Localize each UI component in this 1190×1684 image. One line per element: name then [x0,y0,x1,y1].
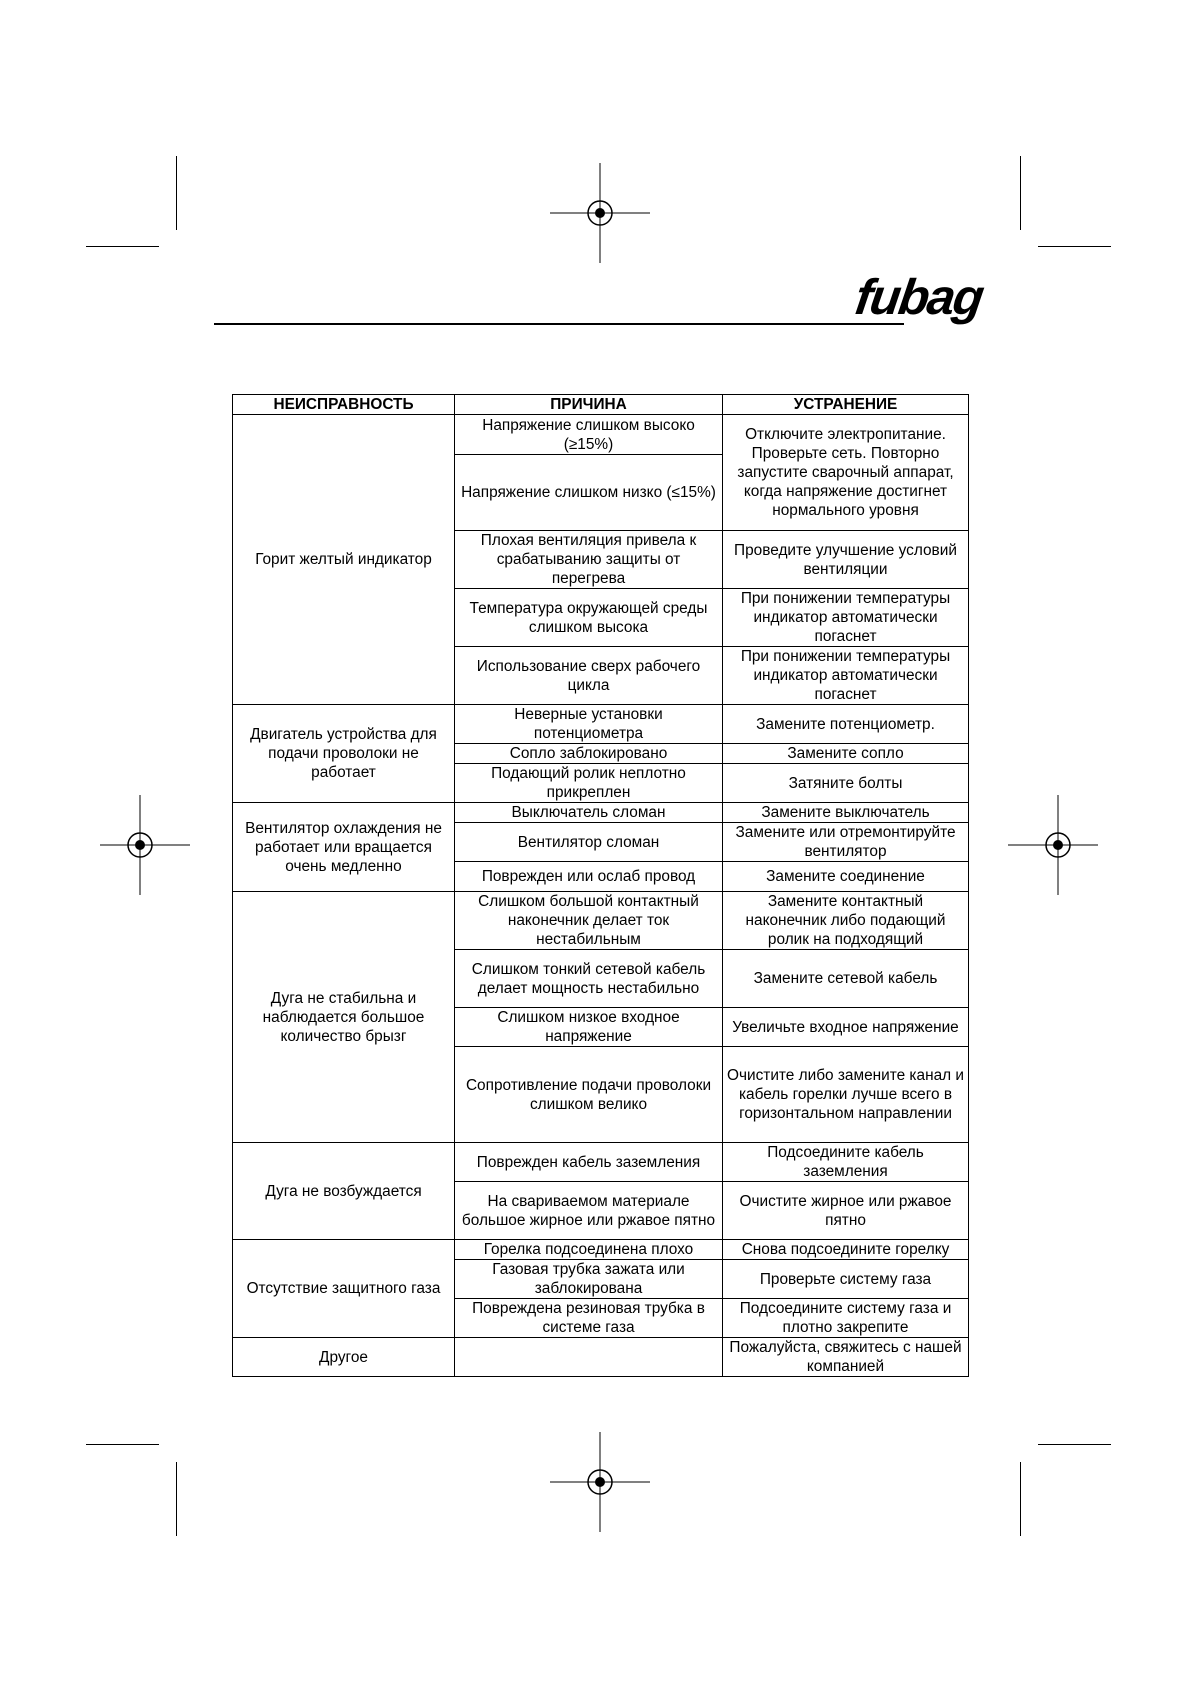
fault-cell: Вентилятор охлаждения не работает или вращается очень медленно [233,803,455,892]
crop-mark [86,1444,159,1445]
crop-mark [1020,1462,1021,1536]
fix-cell: Замените потенциометр. [723,705,969,744]
troubleshooting-table [232,394,969,1377]
fault-cell: Отсутствие защитного газа [233,1240,455,1338]
table-row [233,1240,969,1260]
header-fix: УСТРАНЕНИЕ [723,395,969,415]
cause-cell: Повреждена резиновая трубка в системе газа [455,1299,723,1338]
fix-cell: Пожалуйста, свяжитесь с нашей компанией [723,1338,969,1377]
fix-cell: Замените выключатель [723,803,969,823]
registration-mark-left [90,795,190,895]
crop-mark [176,1462,177,1536]
crop-mark [1020,156,1021,230]
fix-cell: При понижении температуры индикатор автоматически погаснет [723,589,969,647]
fix-cell: Увеличьте входное напряжение [723,1008,969,1047]
header-fault: НЕИСПРАВНОСТЬ [233,395,455,415]
fix-cell: Замените сетевой кабель [723,950,969,1008]
crop-mark [176,156,177,230]
cause-cell: Напряжение слишком низко (≤15%) [455,455,723,531]
crop-mark [1038,1444,1111,1445]
registration-mark-bottom [550,1432,650,1532]
cause-cell: Газовая трубка зажата или заблокирована [455,1260,723,1299]
cause-cell: Температура окружающей среды слишком высока [455,589,723,647]
cause-cell: Поврежден или ослаб провод [455,862,723,892]
cause-cell: Неверные установки потенциометра [455,705,723,744]
cause-cell: Сопротивление подачи проволоки слишком велико [455,1047,723,1143]
crop-mark [1038,246,1111,247]
header-cause: ПРИЧИНА [455,395,723,415]
crop-mark [86,246,159,247]
registration-mark-right [1008,795,1108,895]
fix-cell: Замените сопло [723,744,969,764]
fix-cell: Снова подсоедините горелку [723,1240,969,1260]
cause-cell: Поврежден кабель заземления [455,1143,723,1182]
cause-cell: Использование сверх рабочего цикла [455,647,723,705]
fix-cell: Подсоедините систему газа и плотно закрепите [723,1299,969,1338]
fix-cell: Подсоедините кабель заземления [723,1143,969,1182]
fault-cell: Дуга не стабильна и наблюдается большое количество брызг [233,892,455,1143]
svg-text:fubag: fubag [851,269,986,325]
cause-cell: Слишком большой контактный наконечник делает ток нестабильным [455,892,723,950]
brand-logo [851,268,986,332]
table-row [233,705,969,744]
table-row [233,415,969,455]
cause-cell: Плохая вентиляция привела к срабатыванию защиты от перегрева [455,531,723,589]
fix-cell: Отключите электропитание. Проверьте сеть. Повторно запустите сварочный аппарат, когда напряжение достигнет нормального уровня [723,415,969,531]
fix-cell: Проведите улучшение условий вентиляции [723,531,969,589]
table-row [233,1143,969,1182]
fix-cell: При понижении температуры индикатор автоматически погаснет [723,647,969,705]
cause-cell: Вентилятор сломан [455,823,723,862]
table-row [233,1338,969,1377]
cause-cell: Напряжение слишком высоко (≥15%) [455,415,723,455]
fix-cell: Затяните болты [723,764,969,803]
cause-cell: Сопло заблокировано [455,744,723,764]
fault-cell: Дуга не возбуждается [233,1143,455,1240]
registration-mark-top [550,163,650,263]
header-rule [214,323,904,325]
cause-cell: На свариваемом материале большое жирное или ржавое пятно [455,1182,723,1240]
fault-cell: Другое [233,1338,455,1377]
fault-cell: Двигатель устройства для подачи проволоки не работает [233,705,455,803]
table-row [233,803,969,823]
cause-cell: Слишком низкое входное напряжение [455,1008,723,1047]
fault-cell: Горит желтый индикатор [233,415,455,705]
fix-cell: Замените или отремонтируйте вентилятор [723,823,969,862]
fix-cell: Очистите либо замените канал и кабель горелки лучше всего в горизонтальном направлении [723,1047,969,1143]
cause-cell: Выключатель сломан [455,803,723,823]
fix-cell: Проверьте систему газа [723,1260,969,1299]
fix-cell: Замените соединение [723,862,969,892]
fix-cell: Очистите жирное или ржавое пятно [723,1182,969,1240]
table-header-row [233,395,969,415]
cause-cell: Слишком тонкий сетевой кабель делает мощность нестабильно [455,950,723,1008]
cause-cell [455,1338,723,1377]
fix-cell: Замените контактный наконечник либо подающий ролик на подходящий [723,892,969,950]
table-row [233,892,969,950]
cause-cell: Подающий ролик неплотно прикреплен [455,764,723,803]
cause-cell: Горелка подсоединена плохо [455,1240,723,1260]
